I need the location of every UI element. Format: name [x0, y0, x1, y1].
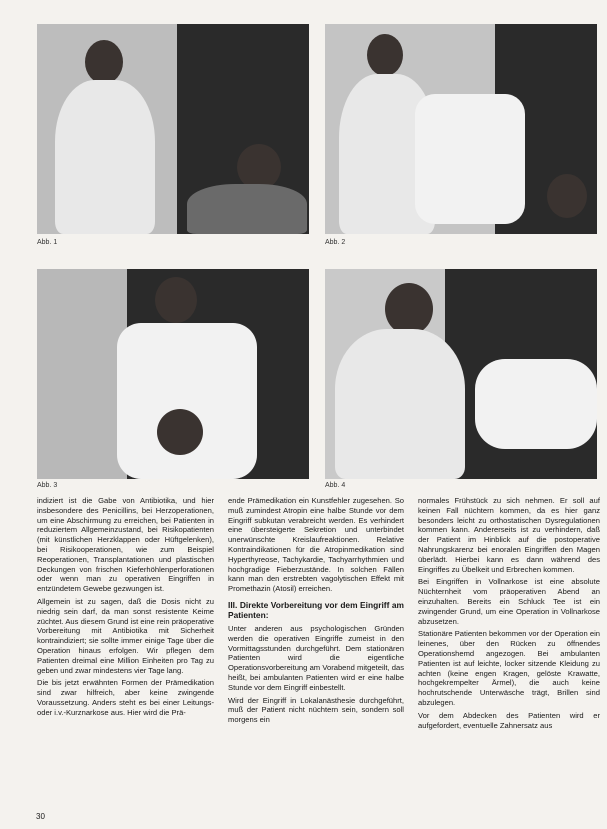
paragraph: indiziert ist die Gabe von Antibiotika, und hier insbesondere des Penicillins, bei Herzoperationen, um eine Abschirmung zu erreichen, bei Patienten in reduziertem Allgemeinzustand, bei Risikopatienten (mit künstlichen Herzklappen oder Hüftgelenken), bei Risikooperationen, wie zum Beispiel Reoperationen, Transplantationen und plastischen Deckungen von frischen Kieferhöhlenperforationen oder wenn man zu operativen Eingriffen in entzündetem Gewebe gezwungen ist. — [37, 496, 214, 594]
paragraph: Stationäre Patienten bekommen vor der Operation ein leinenes, über den Rücken zu öffnendes Operationshemd angezogen. Bei ambulanten Patienten ist auf leichte, locker sitzende Kleidung zu achten (keine engen Kragen, gelöste Krawatte, hochgekrempelter Ärmel), die auch keine hochrutschende Unterwäsche trägt, Brillen sind abzulegen. — [418, 629, 600, 707]
photo-abb-2 — [325, 24, 597, 234]
caption-abb-3: Abb. 3 — [37, 482, 58, 489]
page-number: 30 — [36, 812, 45, 821]
caption-abb-2: Abb. 2 — [325, 239, 346, 246]
photo-abb-4 — [325, 269, 597, 479]
paragraph: Unter anderen aus psychologischen Gründen werden die operativen Eingriffe zumeist in den Vormittagsstunden durchgeführt. Dem stationären Patienten wird die eigentliche Operationsvorbereitung am Vorabend mitgeteilt, das heißt, bei ambulanten Patienten wird er eine halbe Stunde vor dem Eingriff einbestellt. — [228, 623, 404, 692]
paragraph: ende Prämedikation ein Kunstfehler zugesehen. So muß zumindest Atropin eine halbe Stunde vor dem Eingriff subkutan verabreicht werden. Es verhindert eine übersteigerte Sekretion und unterbindet unerwünschte Kreislaufreaktionen. Relative Kontraindikationen für die Atropinmedikation sind Hyperthyreose, Tachykardie, Tachyarrhythmien und hochgradige Fieberzustände. In solchen Fällen kann man den erstrebten vagolytischen Effekt mit Promethazin (Atosil) erreichen. — [228, 496, 404, 594]
photo-abb-1 — [37, 24, 309, 234]
section-heading: III. Direkte Vorbereitung vor dem Eingriff am Patienten: — [228, 599, 404, 620]
paragraph: Allgemein ist zu sagen, daß die Dosis nicht zu niedrig sein darf, da man sonst resistente Keime züchtet. Aus diesem Grund ist eine rein präoperative Vorbereitung mit Antibiotika mit Sicherheit kontraindiziert; sie sollte immer einige Tage über die Operation hinaus erfolgen. Wir pflegen dem Patienten dreimal eine Million Einheiten pro Tag zu geben und zwar mindestens vier Tage lang. — [37, 596, 214, 675]
text-column-3 — [418, 496, 600, 733]
paragraph: normales Frühstück zu sich nehmen. Er soll auf keinen Fall nüchtern kommen, da es hier ganz besonders leicht zu orthostatischen Dysregulationen kommen kann. Andererseits ist zu verhindern, daß der Patient im Hinblick auf die postoperative Nahrungskarenz bei enoralen Eingriffen den Magen überlädt. Hierbei kann es dann während des Eingriffes zu Übelkeit und Erbrechen kommen. — [418, 496, 600, 574]
caption-abb-1: Abb. 1 — [37, 239, 58, 246]
text-column-2 — [228, 496, 404, 728]
caption-abb-4: Abb. 4 — [325, 482, 346, 489]
paragraph: Bei Eingriffen in Vollnarkose ist eine absolute Nüchternheit vom präoperativen Abend an einzuhalten. Bereits ein Schluck Tee ist ein zwingender Grund, um eine Operation in Vollnarkose abzusetzen. — [418, 577, 600, 626]
paragraph: Wird der Eingriff in Lokalanästhesie durchgeführt, muß der Patient nicht nüchtern sein, sondern soll morgens ein — [228, 695, 404, 725]
text-column-1 — [37, 496, 214, 721]
photo-abb-3 — [37, 269, 309, 479]
paragraph: Die bis jetzt erwähnten Formen der Prämedikation sind zwar hilfreich, aber keine zwingende Voraussetzung. Anders steht es bei einer Leitungs- oder i.v.-Kurznarkose aus. Hier wird die Prä- — [37, 678, 214, 717]
paragraph: Vor dem Abdecken des Patienten wird er aufgefordert, eventuelle Zahnersatz aus — [418, 710, 600, 730]
